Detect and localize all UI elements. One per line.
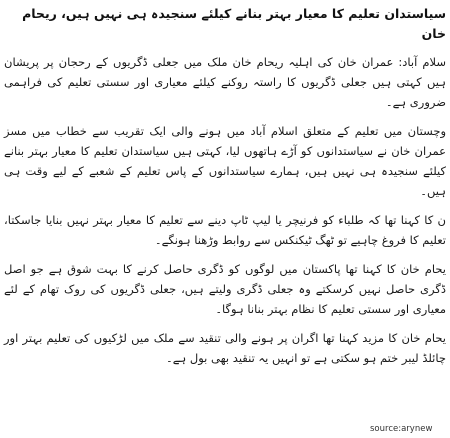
article-paragraph: وچستان میں تعلیم کے متعلق اسلام آباد میں ہونے والی ایک تقریب سے خطاب میں مسز عمران خان نے سیاستدانوں کو آڑے ہاتھوں لیا، کہتی ہیں سیاستدان تعلیم کا معیار بہتر بنانے کیلئے سنجیدہ ہی نہیں ہیں، ہمارے سیاستدانوں کے پاس تعلیم کے شعبے کے لیے وقت ہی ہیں۔ — [4, 124, 446, 198]
source-credit: source:arynew — [370, 424, 433, 434]
article-paragraph: ن کا کہنا تھا کہ طلباء کو فرنیچر یا لیپ ٹاپ دینے سے تعلیم کا معیار بہتر نہیں بنایا جاسکتا، تعلیم کا فروغ چاہیے تو ٹھگ ٹیکنکس سے روابط وڑھنا ہونگے۔ — [4, 213, 446, 247]
article-paragraph: یحام خان کا کہنا تھا پاکستان میں لوگوں کو ڈگری حاصل کرنے کا بہت شوق ہے جو اصل ڈگری حاصل نہیں کرسکتے وہ جعلی ڈگری ولیتے ہیں، جعلی ڈگریوں کی روک تھام کے لئے معیاری اور سستی تعلیم کا نظام بہتر بنانا ہوگا۔ — [4, 262, 446, 316]
article-paragraph: یحام خان کا مزید کہنا تھا اگران پر ہونے والی تنقید سے ملک میں لڑکیوں کی تعلیم بہتر اور چائلڈ لیبر ختم ہو سکتی ہے تو انہیں یہ تنقید بھی بول ہے۔ — [4, 331, 446, 365]
news-article — [4, 4, 446, 377]
article-paragraph: سلام آباد: عمران خان کی اہلیہ ریحام خان ملک میں جعلی ڈگریوں کے رحجان پر پریشان ہیں کہتی ہیں جعلی ڈگریوں کا راستہ روکنے کیلئے معیاری اور سستی تعلیم کی فراہمی ضروری ہے۔ — [4, 55, 446, 109]
article-headline: سیاستدان تعلیم کا معیار بہتر بنانے کیلئے سنجیدہ ہی نہیں ہیں، ریحام خان — [22, 6, 446, 41]
